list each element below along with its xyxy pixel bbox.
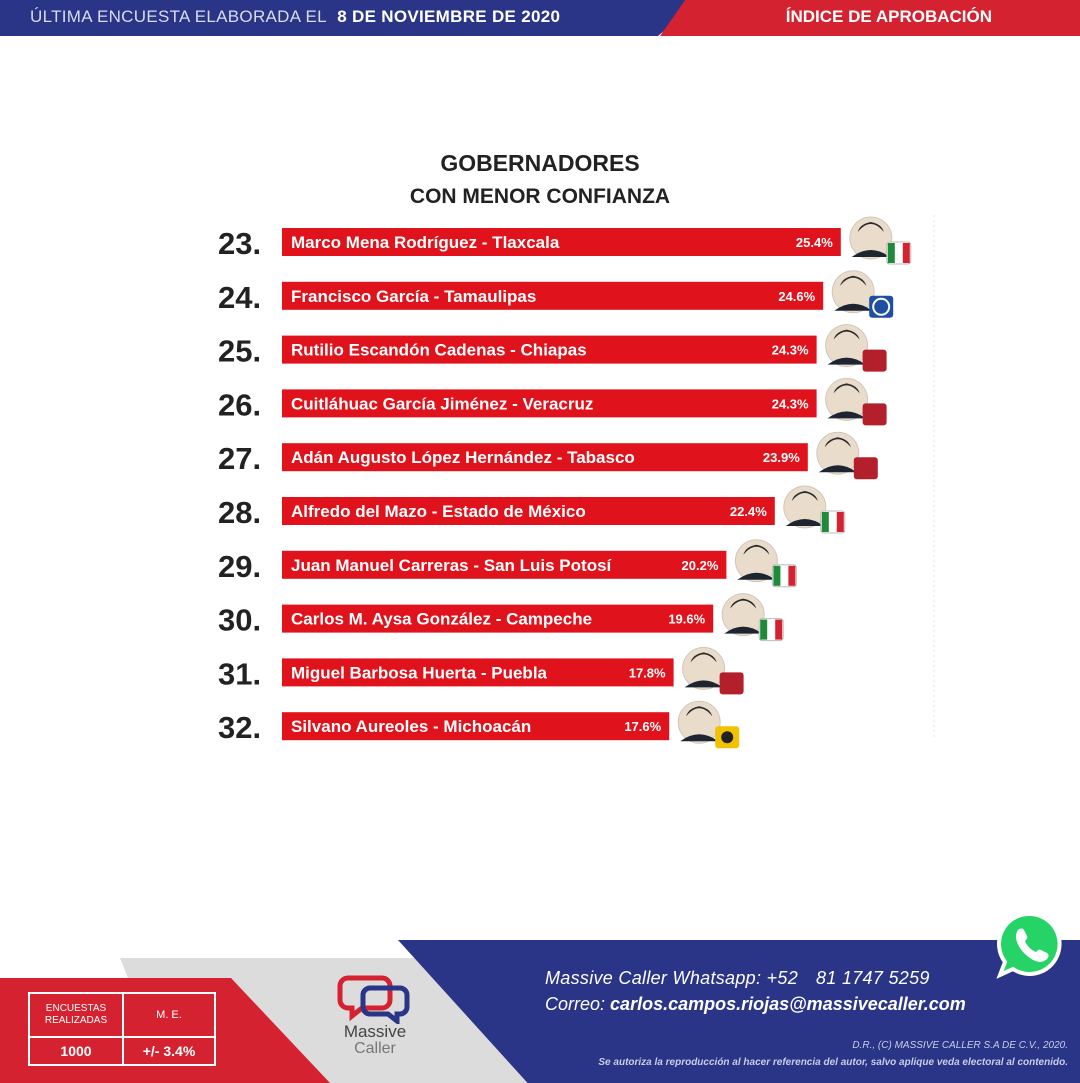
bar-value-label: 24.6% <box>778 288 816 304</box>
party-logo-red <box>775 620 782 640</box>
bar-category-label: Alfredo del Mazo - Estado de México <box>291 502 586 521</box>
whatsapp-icon[interactable] <box>994 910 1064 980</box>
party-logo-icon <box>854 457 878 479</box>
rank-label: 31. <box>218 656 262 692</box>
bar-value-label: 24.3% <box>771 342 809 358</box>
margin-error-header: M. E. <box>123 993 215 1037</box>
chart-subtitle: CON MENOR CONFIANZA <box>409 185 671 208</box>
party-logo-icon <box>720 672 744 694</box>
whatsapp-contact <box>545 968 930 989</box>
party-logo-red <box>903 243 910 263</box>
rank-label: 30. <box>218 602 262 638</box>
surveys-value: 1000 <box>29 1037 123 1065</box>
party-logo-green <box>888 243 895 263</box>
reproduction-notice: Se autoriza la reproducción al hacer referencia del autor, salvo aplique veda electoral al contenido. <box>598 1057 1068 1068</box>
approval-index-label: ÍNDICE DE APROBACIÓN <box>785 7 992 26</box>
chart-title: GOBERNADORES <box>440 150 640 176</box>
rank-label: 26. <box>218 387 262 423</box>
survey-stats-table <box>28 992 216 1066</box>
bar-value-label: 19.6% <box>668 611 706 627</box>
rank-label: 23. <box>218 226 262 261</box>
email-link[interactable]: carlos.campos.riojas@massivecaller.com <box>610 994 966 1014</box>
party-logo-icon <box>863 350 887 372</box>
bar-value-label: 24.3% <box>771 396 809 412</box>
bar-value-label: 20.2% <box>681 557 719 573</box>
rank-label: 32. <box>218 710 262 746</box>
party-logo-red <box>837 512 844 532</box>
bar-value-label: 25.4% <box>795 235 833 250</box>
bar-value-label: 22.4% <box>729 504 767 519</box>
rank-label: 25. <box>218 333 262 369</box>
whatsapp-label: Massive Caller Whatsapp: +52 <box>545 968 799 988</box>
email-label: Correo: <box>545 994 606 1014</box>
bar-category-label: Silvano Aureoles - Michoacán <box>291 717 532 737</box>
bar-value-label: 17.8% <box>628 665 666 681</box>
logo-word-caller: Caller <box>354 1040 396 1057</box>
party-logo-green <box>822 512 829 532</box>
logo-word-massive: Massive <box>343 1022 407 1041</box>
bar-category-label: Francisco García - Tamaulipas <box>291 286 537 306</box>
bar-value-label: 23.9% <box>762 450 800 466</box>
massive-caller-logo <box>330 972 420 1068</box>
bar-category-label: Rutilio Escandón Cadenas - Chiapas <box>291 340 587 360</box>
rank-label: 28. <box>218 495 262 530</box>
copyright-notice: D.R., (C) MASSIVE CALLER S.A DE C.V., 2020. <box>852 1040 1068 1051</box>
rank-label: 24. <box>218 279 262 315</box>
bar-category-label: Adán Augusto López Hernández - Tabasco <box>291 448 635 468</box>
margin-error-value: +/- 3.4% <box>123 1037 215 1065</box>
bar-category-label: Cuitláhuac García Jiménez - Veracruz <box>291 394 594 414</box>
party-logo-icon <box>863 403 887 425</box>
email-contact <box>545 994 966 1015</box>
whatsapp-number[interactable]: 81 1747 5259 <box>816 968 930 988</box>
bar-category-label: Juan Manuel Carreras - San Luis Potosí <box>291 555 612 575</box>
party-logo-red <box>788 566 795 586</box>
party-logo-green <box>760 620 767 640</box>
rank-label: 27. <box>218 441 262 477</box>
bar-category-label: Carlos M. Aysa González - Campeche <box>291 609 593 629</box>
bar-value-label: 17.6% <box>624 719 662 735</box>
party-logo-green <box>773 566 780 586</box>
rank-label: 29. <box>218 548 262 584</box>
survey-date-prefix: ÚLTIMA ENCUESTA ELABORADA EL <box>30 7 327 26</box>
party-logo-sun <box>721 731 733 743</box>
survey-date: 8 DE NOVIEMBRE DE 2020 <box>337 7 561 26</box>
bar-category-label: Miguel Barbosa Huerta - Puebla <box>291 663 547 683</box>
surveys-header: ENCUESTAS REALIZADAS <box>29 993 123 1037</box>
bar-category-label: Marco Mena Rodríguez - Tlaxcala <box>291 233 560 252</box>
massive-caller-logo-icon <box>330 972 420 1024</box>
